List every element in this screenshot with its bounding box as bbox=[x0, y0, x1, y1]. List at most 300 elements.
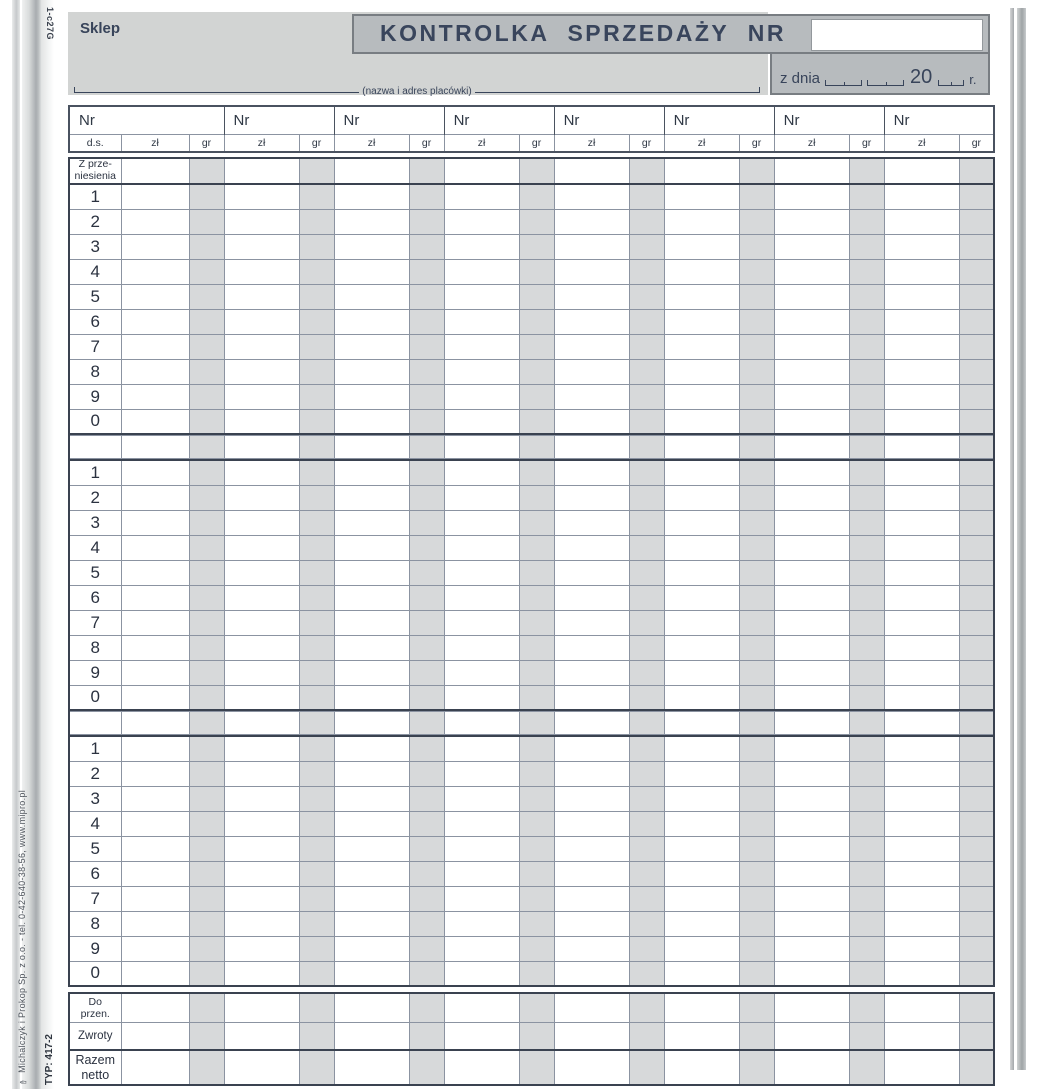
amount-cell-gr bbox=[409, 736, 444, 761]
zwroty-row bbox=[69, 1022, 994, 1050]
amount-cell-zl bbox=[664, 560, 739, 585]
amount-cell-zl bbox=[224, 911, 299, 936]
subheader-ds: d.s. bbox=[69, 135, 121, 153]
amount-cell-zl bbox=[334, 911, 409, 936]
amount-cell-zl bbox=[224, 234, 299, 259]
amount-cell-gr bbox=[299, 961, 334, 986]
amount-cell-zl bbox=[444, 993, 519, 1022]
amount-cell-zl bbox=[121, 460, 189, 485]
amount-cell-gr bbox=[849, 334, 884, 359]
amount-cell-zl bbox=[884, 535, 959, 560]
amount-cell-gr bbox=[519, 761, 554, 786]
amount-cell-gr bbox=[849, 961, 884, 986]
amount-cell-gr bbox=[849, 359, 884, 384]
digit-row bbox=[69, 384, 994, 409]
amount-cell-gr bbox=[959, 811, 994, 836]
digit-row-label: 9 bbox=[69, 660, 121, 685]
digit-row-label: 6 bbox=[69, 861, 121, 886]
amount-cell-zl bbox=[121, 359, 189, 384]
amount-cell-gr bbox=[189, 560, 224, 585]
amount-cell-gr bbox=[299, 811, 334, 836]
amount-cell-gr bbox=[409, 436, 444, 459]
digit-row bbox=[69, 736, 994, 761]
amount-cell-gr bbox=[299, 1050, 334, 1085]
amount-cell-gr bbox=[849, 861, 884, 886]
amount-cell-gr bbox=[189, 485, 224, 510]
amount-cell-zl bbox=[664, 284, 739, 309]
rule-line bbox=[475, 92, 759, 93]
digit-row-label: 1 bbox=[69, 184, 121, 209]
amount-cell-zl bbox=[884, 259, 959, 284]
amount-cell-zl bbox=[444, 485, 519, 510]
amount-cell-gr bbox=[849, 158, 884, 184]
amount-cell-gr bbox=[739, 1022, 774, 1050]
digit-row-label: 2 bbox=[69, 485, 121, 510]
amount-cell-zl bbox=[224, 1050, 299, 1085]
amount-cell-gr bbox=[189, 209, 224, 234]
amount-cell-gr bbox=[959, 786, 994, 811]
amount-cell-zl bbox=[334, 736, 409, 761]
amount-cell-gr bbox=[849, 460, 884, 485]
amount-cell-gr bbox=[519, 234, 554, 259]
amount-cell-zl bbox=[121, 993, 189, 1022]
amount-cell-gr bbox=[519, 535, 554, 560]
address-caption-line bbox=[74, 83, 760, 97]
digit-row bbox=[69, 811, 994, 836]
amount-cell-gr bbox=[299, 660, 334, 685]
amount-cell-gr bbox=[519, 585, 554, 610]
amount-cell-gr bbox=[849, 911, 884, 936]
amount-cell-gr bbox=[409, 284, 444, 309]
amount-cell-gr bbox=[629, 836, 664, 861]
amount-cell-gr bbox=[739, 1050, 774, 1085]
amount-cell-zl bbox=[664, 436, 739, 459]
amount-cell-gr bbox=[849, 560, 884, 585]
amount-cell-gr bbox=[519, 259, 554, 284]
amount-cell-gr bbox=[959, 436, 994, 459]
amount-cell-gr bbox=[739, 284, 774, 309]
amount-cell-gr bbox=[849, 259, 884, 284]
amount-cell-gr bbox=[959, 184, 994, 209]
digit-block-3 bbox=[68, 735, 995, 987]
digit-row-label: 6 bbox=[69, 309, 121, 334]
amount-cell-gr bbox=[739, 460, 774, 485]
amount-cell-zl bbox=[774, 936, 849, 961]
amount-cell-zl bbox=[444, 560, 519, 585]
title-bar bbox=[352, 14, 990, 54]
amount-cell-zl bbox=[884, 861, 959, 886]
amount-cell-gr bbox=[409, 811, 444, 836]
amount-cell-gr bbox=[519, 409, 554, 434]
amount-cell-zl bbox=[884, 736, 959, 761]
amount-cell-gr bbox=[409, 786, 444, 811]
amount-cell-zl bbox=[664, 485, 739, 510]
subheader-gr: gr bbox=[189, 135, 224, 153]
publisher-logo-icon: ✑ bbox=[17, 1075, 27, 1086]
amount-cell-zl bbox=[444, 811, 519, 836]
amount-cell-gr bbox=[409, 712, 444, 735]
amount-cell-gr bbox=[409, 886, 444, 911]
amount-cell-zl bbox=[664, 736, 739, 761]
column-group-header: Nr bbox=[554, 106, 664, 135]
amount-cell-gr bbox=[959, 284, 994, 309]
amount-cell-zl bbox=[664, 685, 739, 710]
amount-cell-gr bbox=[519, 209, 554, 234]
amount-cell-gr bbox=[629, 685, 664, 710]
amount-cell-gr bbox=[629, 585, 664, 610]
amount-cell-zl bbox=[121, 184, 189, 209]
amount-cell-gr bbox=[299, 911, 334, 936]
amount-cell-gr bbox=[409, 184, 444, 209]
amount-cell-gr bbox=[189, 535, 224, 560]
digit-row bbox=[69, 259, 994, 284]
amount-cell-gr bbox=[299, 1022, 334, 1050]
amount-cell-gr bbox=[409, 660, 444, 685]
amount-cell-gr bbox=[189, 184, 224, 209]
form-type-code: TYP: 417-2 bbox=[44, 1033, 55, 1085]
amount-cell-gr bbox=[959, 309, 994, 334]
amount-cell-gr bbox=[739, 993, 774, 1022]
amount-cell-zl bbox=[444, 685, 519, 710]
amount-cell-zl bbox=[774, 1050, 849, 1085]
digit-row bbox=[69, 836, 994, 861]
amount-cell-gr bbox=[739, 436, 774, 459]
amount-cell-zl bbox=[334, 993, 409, 1022]
amount-cell-zl bbox=[224, 660, 299, 685]
amount-cell-gr bbox=[519, 384, 554, 409]
amount-cell-gr bbox=[629, 786, 664, 811]
digit-row bbox=[69, 334, 994, 359]
amount-cell-zl bbox=[774, 610, 849, 635]
amount-cell-zl bbox=[224, 535, 299, 560]
do-przen-row-label: Do przen. bbox=[69, 993, 121, 1022]
amount-cell-gr bbox=[959, 736, 994, 761]
amount-cell-zl bbox=[554, 911, 629, 936]
amount-cell-zl bbox=[121, 209, 189, 234]
amount-cell-gr bbox=[519, 485, 554, 510]
amount-cell-zl bbox=[444, 635, 519, 660]
amount-cell-zl bbox=[554, 993, 629, 1022]
amount-cell-gr bbox=[739, 610, 774, 635]
amount-cell-zl bbox=[334, 886, 409, 911]
subheader-row bbox=[69, 135, 994, 153]
amount-cell-zl bbox=[334, 384, 409, 409]
column-group-header-row bbox=[69, 106, 994, 135]
amount-cell-gr bbox=[189, 886, 224, 911]
amount-cell-gr bbox=[629, 861, 664, 886]
amount-cell-gr bbox=[739, 485, 774, 510]
amount-cell-zl bbox=[444, 761, 519, 786]
digit-row-label: 1 bbox=[69, 460, 121, 485]
amount-cell-gr bbox=[519, 460, 554, 485]
amount-cell-zl bbox=[664, 936, 739, 961]
amount-cell-zl bbox=[121, 811, 189, 836]
amount-cell-zl bbox=[334, 259, 409, 284]
amount-cell-zl bbox=[334, 961, 409, 986]
amount-cell-gr bbox=[739, 736, 774, 761]
amount-cell-gr bbox=[299, 334, 334, 359]
amount-cell-zl bbox=[774, 209, 849, 234]
amount-cell-zl bbox=[554, 560, 629, 585]
amount-cell-zl bbox=[121, 610, 189, 635]
amount-cell-zl bbox=[334, 811, 409, 836]
amount-cell-zl bbox=[444, 359, 519, 384]
amount-cell-gr bbox=[299, 209, 334, 234]
amount-cell-zl bbox=[774, 184, 849, 209]
amount-cell-zl bbox=[121, 560, 189, 585]
amount-cell-gr bbox=[739, 635, 774, 660]
amount-cell-zl bbox=[334, 409, 409, 434]
amount-cell-zl bbox=[884, 209, 959, 234]
amount-cell-gr bbox=[299, 786, 334, 811]
amount-cell-zl bbox=[774, 334, 849, 359]
amount-cell-zl bbox=[121, 685, 189, 710]
amount-cell-gr bbox=[189, 736, 224, 761]
subheader-zl: zł bbox=[444, 135, 519, 153]
digit-row bbox=[69, 234, 994, 259]
amount-cell-gr bbox=[739, 535, 774, 560]
amount-cell-zl bbox=[884, 635, 959, 660]
amount-cell-gr bbox=[299, 861, 334, 886]
amount-cell-zl bbox=[334, 712, 409, 735]
amount-cell-zl bbox=[774, 158, 849, 184]
amount-cell-gr bbox=[519, 993, 554, 1022]
amount-cell-zl bbox=[664, 460, 739, 485]
amount-cell-zl bbox=[121, 836, 189, 861]
amount-cell-gr bbox=[629, 359, 664, 384]
amount-cell-zl bbox=[121, 409, 189, 434]
amount-cell-gr bbox=[849, 510, 884, 535]
digit-row-label: 7 bbox=[69, 886, 121, 911]
amount-cell-gr bbox=[959, 485, 994, 510]
amount-cell-zl bbox=[554, 936, 629, 961]
separator-row-table-2 bbox=[68, 711, 995, 735]
amount-cell-zl bbox=[884, 560, 959, 585]
amount-cell-zl bbox=[774, 485, 849, 510]
amount-cell-gr bbox=[629, 184, 664, 209]
amount-cell-zl bbox=[554, 409, 629, 434]
digit-row bbox=[69, 359, 994, 384]
digit-row-label: 8 bbox=[69, 359, 121, 384]
amount-cell-zl bbox=[444, 736, 519, 761]
amount-cell-gr bbox=[299, 736, 334, 761]
subheader-zl: zł bbox=[554, 135, 629, 153]
amount-cell-gr bbox=[299, 359, 334, 384]
amount-cell-gr bbox=[299, 384, 334, 409]
amount-cell-zl bbox=[774, 911, 849, 936]
amount-cell-zl bbox=[224, 610, 299, 635]
amount-cell-zl bbox=[334, 1022, 409, 1050]
amount-cell-zl bbox=[444, 585, 519, 610]
amount-cell-gr bbox=[959, 961, 994, 986]
digit-row bbox=[69, 585, 994, 610]
amount-cell-gr bbox=[409, 1050, 444, 1085]
amount-cell-zl bbox=[774, 309, 849, 334]
amount-cell-gr bbox=[409, 384, 444, 409]
amount-cell-gr bbox=[409, 409, 444, 434]
amount-cell-zl bbox=[554, 535, 629, 560]
amount-cell-zl bbox=[884, 660, 959, 685]
amount-cell-zl bbox=[884, 585, 959, 610]
amount-cell-gr bbox=[849, 761, 884, 786]
column-group-header: Nr bbox=[334, 106, 444, 135]
digit-row-label: 3 bbox=[69, 786, 121, 811]
amount-cell-gr bbox=[849, 1050, 884, 1085]
date-ruled-segment-day bbox=[825, 78, 862, 86]
print-code: 1-c27G bbox=[45, 7, 55, 41]
amount-cell-zl bbox=[224, 886, 299, 911]
digit-block-1 bbox=[68, 157, 995, 435]
amount-cell-zl bbox=[121, 334, 189, 359]
amount-cell-gr bbox=[959, 911, 994, 936]
amount-cell-gr bbox=[299, 836, 334, 861]
amount-cell-zl bbox=[774, 836, 849, 861]
amount-cell-zl bbox=[121, 936, 189, 961]
amount-cell-gr bbox=[189, 460, 224, 485]
amount-cell-zl bbox=[664, 535, 739, 560]
amount-cell-gr bbox=[959, 259, 994, 284]
amount-cell-gr bbox=[629, 635, 664, 660]
amount-cell-zl bbox=[554, 836, 629, 861]
razem-netto-row-label: Razem netto bbox=[69, 1050, 121, 1085]
amount-cell-gr bbox=[959, 1022, 994, 1050]
amount-cell-zl bbox=[444, 961, 519, 986]
amount-cell-gr bbox=[519, 309, 554, 334]
digit-row-label: 8 bbox=[69, 911, 121, 936]
amount-cell-zl bbox=[774, 460, 849, 485]
column-group-header: Nr bbox=[774, 106, 884, 135]
amount-cell-zl bbox=[884, 936, 959, 961]
amount-cell-gr bbox=[189, 585, 224, 610]
column-group-header: Nr bbox=[664, 106, 774, 135]
amount-cell-gr bbox=[519, 359, 554, 384]
amount-cell-zl bbox=[224, 712, 299, 735]
digit-row bbox=[69, 911, 994, 936]
digit-row bbox=[69, 284, 994, 309]
amount-cell-zl bbox=[444, 384, 519, 409]
amount-cell-gr bbox=[189, 811, 224, 836]
amount-cell-gr bbox=[629, 993, 664, 1022]
amount-cell-zl bbox=[554, 712, 629, 735]
amount-cell-gr bbox=[519, 786, 554, 811]
amount-cell-gr bbox=[189, 961, 224, 986]
amount-cell-zl bbox=[444, 660, 519, 685]
amount-cell-gr bbox=[299, 485, 334, 510]
amount-cell-zl bbox=[774, 786, 849, 811]
amount-cell-gr bbox=[739, 861, 774, 886]
amount-cell-zl bbox=[334, 359, 409, 384]
amount-cell-gr bbox=[959, 384, 994, 409]
amount-cell-zl bbox=[884, 184, 959, 209]
amount-cell-zl bbox=[334, 936, 409, 961]
amount-cell-zl bbox=[224, 861, 299, 886]
amount-cell-zl bbox=[774, 234, 849, 259]
razem-netto-row bbox=[69, 1050, 994, 1085]
amount-cell-zl bbox=[224, 635, 299, 660]
amount-cell-gr bbox=[849, 886, 884, 911]
amount-cell-zl bbox=[884, 811, 959, 836]
amount-cell-zl bbox=[664, 234, 739, 259]
amount-cell-zl bbox=[664, 911, 739, 936]
digit-row bbox=[69, 409, 994, 434]
amount-cell-zl bbox=[664, 635, 739, 660]
amount-cell-gr bbox=[519, 436, 554, 459]
date-prefix-label: z dnia bbox=[780, 70, 821, 87]
amount-cell-zl bbox=[334, 510, 409, 535]
amount-cell-gr bbox=[629, 436, 664, 459]
amount-cell-gr bbox=[409, 961, 444, 986]
amount-cell-zl bbox=[444, 786, 519, 811]
amount-cell-zl bbox=[444, 234, 519, 259]
amount-cell-gr bbox=[189, 234, 224, 259]
amount-cell-gr bbox=[959, 761, 994, 786]
amount-cell-gr bbox=[739, 685, 774, 710]
amount-cell-gr bbox=[959, 209, 994, 234]
amount-cell-zl bbox=[554, 861, 629, 886]
amount-cell-zl bbox=[121, 635, 189, 660]
amount-cell-gr bbox=[409, 836, 444, 861]
amount-cell-gr bbox=[959, 560, 994, 585]
amount-cell-zl bbox=[664, 861, 739, 886]
amount-cell-zl bbox=[774, 384, 849, 409]
subheader-gr: gr bbox=[299, 135, 334, 153]
digit-block-2 bbox=[68, 459, 995, 711]
amount-cell-gr bbox=[739, 811, 774, 836]
amount-cell-zl bbox=[334, 334, 409, 359]
amount-cell-gr bbox=[959, 334, 994, 359]
amount-cell-zl bbox=[664, 359, 739, 384]
amount-cell-gr bbox=[739, 911, 774, 936]
digit-row-label: 1 bbox=[69, 736, 121, 761]
shop-label: Sklep bbox=[80, 20, 121, 37]
amount-cell-gr bbox=[189, 384, 224, 409]
amount-cell-gr bbox=[629, 961, 664, 986]
digit-row-label: 7 bbox=[69, 610, 121, 635]
amount-cell-zl bbox=[554, 585, 629, 610]
amount-cell-gr bbox=[739, 936, 774, 961]
amount-cell-zl bbox=[444, 259, 519, 284]
subheader-gr: gr bbox=[629, 135, 664, 153]
digit-row bbox=[69, 309, 994, 334]
digit-row bbox=[69, 761, 994, 786]
amount-cell-zl bbox=[884, 284, 959, 309]
amount-cell-zl bbox=[774, 761, 849, 786]
amount-cell-gr bbox=[299, 234, 334, 259]
amount-cell-zl bbox=[334, 610, 409, 635]
column-group-header: Nr bbox=[884, 106, 994, 135]
amount-cell-gr bbox=[629, 811, 664, 836]
amount-cell-zl bbox=[224, 184, 299, 209]
amount-cell-gr bbox=[739, 158, 774, 184]
amount-cell-gr bbox=[739, 836, 774, 861]
amount-cell-zl bbox=[444, 284, 519, 309]
amount-cell-gr bbox=[409, 993, 444, 1022]
amount-cell-zl bbox=[774, 436, 849, 459]
digit-row-label: 9 bbox=[69, 384, 121, 409]
amount-cell-zl bbox=[334, 1050, 409, 1085]
date-ruled-segment-year bbox=[938, 78, 964, 86]
amount-cell-gr bbox=[189, 660, 224, 685]
amount-cell-gr bbox=[959, 660, 994, 685]
amount-cell-zl bbox=[121, 761, 189, 786]
amount-cell-gr bbox=[959, 685, 994, 710]
amount-cell-gr bbox=[299, 712, 334, 735]
amount-cell-gr bbox=[519, 685, 554, 710]
amount-cell-zl bbox=[774, 961, 849, 986]
amount-cell-zl bbox=[554, 1050, 629, 1085]
amount-cell-gr bbox=[849, 234, 884, 259]
amount-cell-gr bbox=[629, 560, 664, 585]
